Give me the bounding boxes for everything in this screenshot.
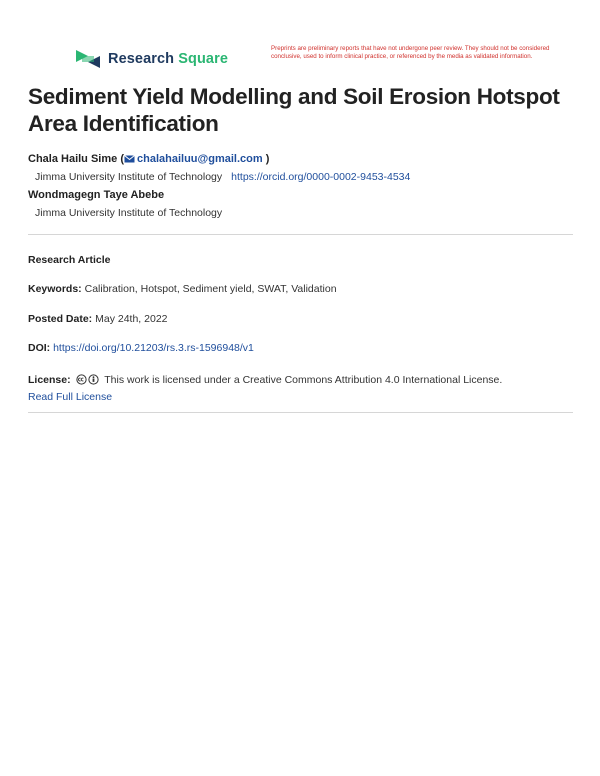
license-label: License: [28, 374, 71, 386]
author-name-2: Wondmagegn Taye Abebe [28, 189, 165, 201]
posted-date-label: Posted Date: [28, 313, 93, 325]
research-square-logo[interactable] [74, 48, 228, 70]
logo-wordmark: Research Square [108, 51, 228, 67]
creative-commons-icon [76, 374, 100, 385]
research-square-logo-icon [74, 48, 102, 70]
license-row [28, 372, 573, 406]
author-entry-1: Chala Hailu Sime ( chalahailuu@gmail.com ) [28, 153, 270, 165]
posted-date-row [28, 313, 168, 325]
keywords-row [28, 283, 337, 295]
preprint-disclaimer: Preprints are preliminary reports that have not undergone peer review. They should not be considered conclusive, used to inform clinical practice, or referenced by the media as validated information. [271, 45, 550, 60]
author-name: Chala Hailu Sime [28, 153, 118, 165]
doi-label: DOI: [28, 342, 51, 354]
affiliation-text: Jimma University Institute of Technology [35, 171, 223, 183]
email-icon [124, 155, 135, 163]
doi-row [28, 342, 254, 354]
author-affiliation-1 [35, 171, 410, 183]
read-full-license-link[interactable]: Read Full License [28, 391, 113, 403]
orcid-link[interactable]: https://orcid.org/0000-0002-9453-4534 [231, 171, 411, 183]
article-type: Research Article [28, 254, 111, 266]
author-email-link[interactable]: chalahailuu@gmail.com [137, 153, 263, 165]
author-affiliation-2: Jimma University Institute of Technology [35, 207, 223, 219]
paper-title: Sediment Yield Modelling and Soil Erosion Hotspot Area Identification [28, 84, 560, 136]
posted-date-value: May 24th, 2022 [95, 313, 168, 325]
keywords-label: Keywords: [28, 283, 82, 295]
divider [28, 412, 573, 413]
doi-link[interactable]: https://doi.org/10.21203/rs.3.rs-1596948/v1 [53, 342, 254, 354]
divider [28, 234, 573, 235]
keywords-value: Calibration, Hotspot, Sediment yield, SWAT, Validation [84, 283, 337, 295]
license-text: This work is licensed under a Creative Commons Attribution 4.0 International License. [104, 374, 503, 386]
